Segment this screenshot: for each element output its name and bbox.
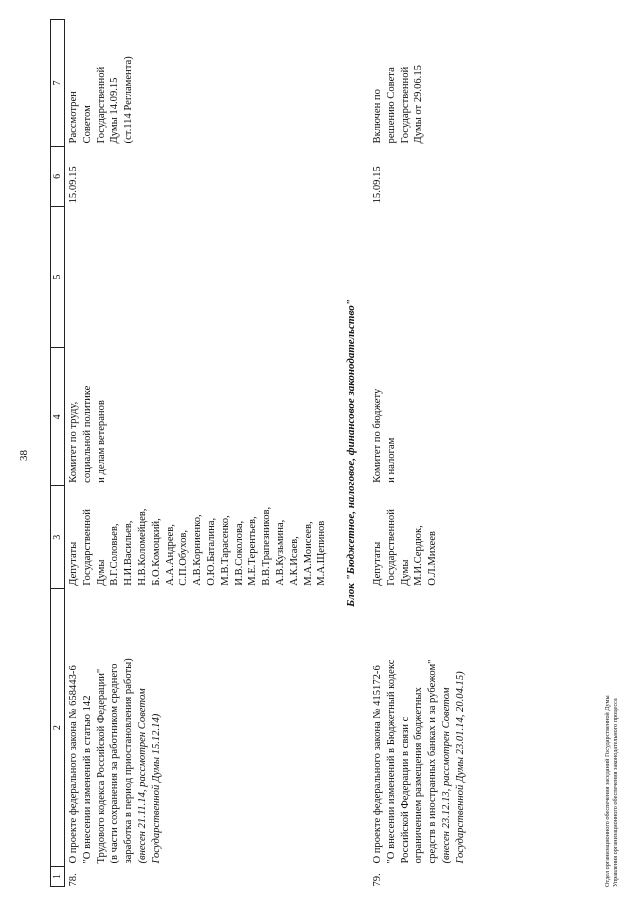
author-line: М.А.Моисеев, [302,521,314,586]
footer-line: Отдел организационного обеспечения заседаний Государственной Думы [604,695,611,887]
author-line: Н.В.Коломейцев, [136,508,148,586]
col-header-6: 6 [51,146,65,206]
row-number: 79. [371,873,383,887]
column-number-header [51,20,65,887]
status-line: Рассмотрен [68,91,79,144]
review-date: 15.09.15 [371,166,383,204]
author-line: О.Л.Михеев [427,531,439,586]
column-5-cell [65,206,332,348]
row-number: 78. [68,873,79,887]
author-line: С.П.Обухов, [178,529,190,586]
responsible-committee [65,348,332,486]
author-line: М.А.Щепинов [316,520,328,586]
column-5-cell [369,206,470,348]
col-header-1: 1 [51,867,65,887]
table-row-78 [65,20,332,887]
bill-title-line: Трудового кодекса Российской Федерации" [95,668,107,864]
bill-title-line: средств в иностранных банках и за рубежом" [427,659,439,864]
committee-line: социальной политике [81,385,93,483]
committee-line: Комитет по труду, [68,401,79,483]
status-line: Государственной [95,66,107,144]
block-title-row [331,20,369,887]
author-line: В.В.Трапезников, [261,506,273,586]
bill-title-line: Российской Федерации в связи с [399,716,411,864]
bill-description [65,589,332,867]
block-title: Блок "Бюджетное, налоговое, финансовое законодательство" [345,299,358,607]
author-line: Государственной [385,509,397,586]
author-line: А.К.Исаев, [288,536,300,586]
col-header-7: 7 [51,20,65,147]
bill-status [369,20,470,147]
bill-status [65,20,332,147]
bill-note [440,593,468,864]
bill-title-line: (в части сохранения за работником среднего [109,663,121,864]
review-date: 15.09.15 [68,166,79,204]
bill-authors [369,486,470,589]
page-footer [604,695,620,887]
committee-line: и делам ветеранов [95,400,107,483]
col-header-2: 2 [51,589,65,867]
committee-line: Комитет по бюджету [371,388,383,483]
author-line: Депутаты [68,541,79,586]
footer-line: Управления организационного обеспечения законодательного процесса [612,698,619,887]
col-header-4: 4 [51,348,65,486]
bill-note-line: (внесен 21.11.14, рассмотрен Советом [136,688,148,864]
committee-line: и налогам [385,437,397,483]
bill-note-line: (внесен 23.12.13, рассмотрен Советом [440,687,452,864]
bill-note-line: Государственной Думы 23.01.14, 20.04.15) [454,671,466,864]
col-header-5: 5 [51,206,65,348]
author-line: Н.И.Васильев, [123,520,135,586]
author-line: И.В.Соколова, [233,520,245,586]
author-line: Думы [399,559,411,586]
bill-title-line: ограничением размещения бюджетных [413,687,425,864]
status-line: (ст.114 Регламента) [123,56,135,144]
status-line: Думы 14.09.15 [109,77,121,144]
author-line: М.И.Сердюк, [413,525,425,586]
page-number: 38 [18,450,30,461]
bill-title-line: заработка в период приостановления работы) [123,658,135,864]
author-line: Думы [95,559,107,586]
author-line: Б.О.Комоцкий, [150,518,162,586]
bill-description [369,589,470,867]
status-line: Государственной [399,66,411,144]
author-line: А.В.Корниенко, [192,514,204,586]
status-line: Включен по [371,89,383,144]
author-line: М.В.Тарасенко, [219,515,231,586]
table-row-79 [369,20,470,887]
bill-title [67,593,136,864]
bill-title-line: "О внесении изменений в статью 142 [81,695,93,864]
author-line: В.Г.Соловьев, [109,523,121,586]
bill-note-line: Государственной Думы 15.12.14) [150,713,162,864]
author-line: Депутаты [371,541,383,586]
author-line: А.А.Андреев, [164,524,176,586]
bill-title-line: О проекте федерального закона № 415172-6 [371,665,383,864]
bill-note [136,593,164,864]
author-line: А.В.Кузьмина, [274,519,286,586]
bill-title-line: О проекте федерального закона № 658443-6 [68,665,79,864]
status-line: Советом [81,105,93,144]
author-line: О.Ю.Баталина, [205,517,217,586]
author-line: М.Е.Терентьев, [247,516,259,586]
status-line: Думы от 29.06.15 [413,65,425,144]
author-line: Государственной [81,509,93,586]
bills-table [50,19,470,887]
status-line: решению Совета [385,67,397,144]
responsible-committee [369,348,470,486]
bill-title [371,593,440,864]
bill-title-line: "О внесении изменений в Бюджетный кодекс [385,659,397,864]
col-header-3: 3 [51,486,65,589]
bill-authors [65,486,332,589]
